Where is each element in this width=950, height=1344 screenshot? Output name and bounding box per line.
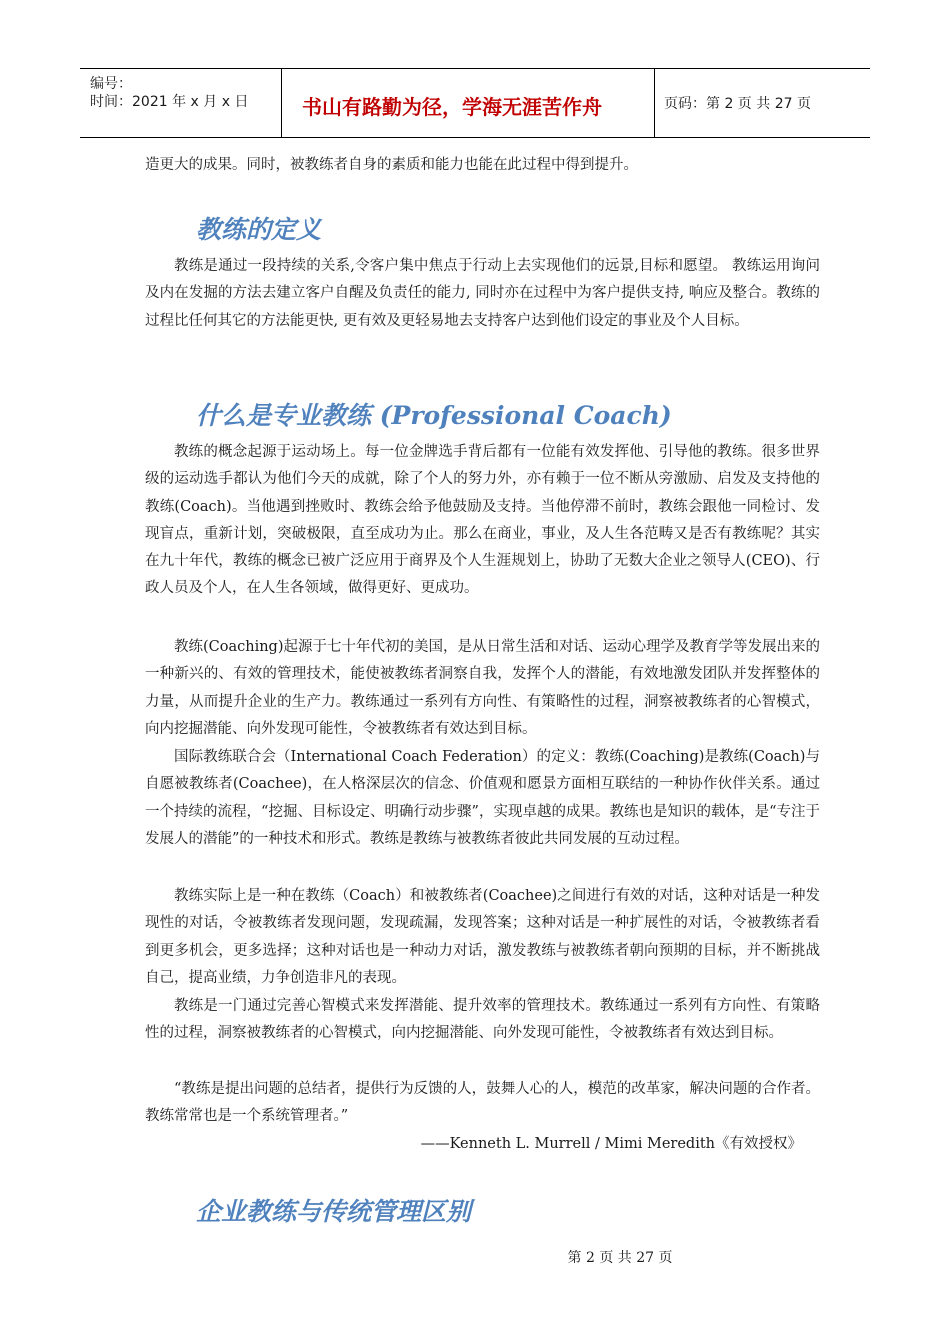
continued-paragraph: 造更大的成果。同时，被教练者自身的素质和能力也能在此过程中得到提升。	[145, 157, 638, 173]
page-info: 页码：第 2 页 共 27 页	[664, 96, 811, 112]
motto-text: 书山有路勤为径，学海无涯苦作舟	[302, 95, 602, 119]
footer-page-number: 第 2 页 共 27 页	[567, 1250, 673, 1266]
page-header	[80, 68, 870, 138]
quote-attribution: ——Kenneth L. Murrell / Mimi Meredith《有效授权》	[420, 1136, 802, 1152]
paragraph-origin: 教练的概念起源于运动场上。每一位金牌选手背后都有一位能有效发挥他、引导他的教练。很多世界级的运动选手都认为他们今天的成就，除了个人的努力外，亦有赖于一位不断从旁激励、启发及支持他的教练(Coach)。当他遇到挫败时、教练会给予他鼓励及支持。当他停滞不前时，教练会跟他一同检讨、发现盲点，重新计划，突破极限，直至成功为止。那么在商业，事业，及人生各范畴又是否有教练呢？其实在九十年代，教练的概念已被广泛应用于商界及个人生涯规划上，协助了无数大企业之领导人(CEO)、行政人员及个人，在人生各领域，做得更好、更成功。	[145, 444, 820, 597]
time-label: 时间：2021 年 x 月 x 日	[90, 94, 249, 110]
definition-paragraph: 教练是通过一段持续的关系,令客户集中焦点于行动上去实现他们的远景,目标和愿望。 教练运用询问及内在发掘的方法去建立客户自醒及负责任的能力, 同时亦在过程中为客户提供支持, 响应及整合。教练的过程比任何其它的方法能更快, 更有效及更轻易地去支持客户达到他们设定的事业及个人目标。	[145, 258, 820, 329]
paragraph-coaching-history: 教练(Coaching)起源于七十年代初的美国，是从日常生活和对话、运动心理学及教育学等发展出来的一种新兴的、有效的管理技术，能使被教练者洞察自我，发挥个人的潜能，有效地激发团队并发挥整体的力量，从而提升企业的生产力。教练通过一系列有方向性、有策略性的过程，洞察被教练者的心智模式，向内挖掘潜能、向外发现可能性，令被教练者有效达到目标。	[145, 639, 820, 737]
header-motto-cell	[282, 69, 655, 137]
paragraph-dialogue: 教练实际上是一种在教练（Coach）和被教练者(Coachee)之间进行有效的对话，这种对话是一种发现性的对话，令被教练者发现问题，发现疏漏，发现答案；这种对话是一种扩展性的对话，令被教练者看到更多机会，更多选择；这种对话也是一种动力对话，激发教练与被教练者朝向预期的目标，并不断挑战自己，提高业绩，力争创造非凡的表现。	[145, 888, 820, 986]
number-label: 编号：	[90, 76, 132, 92]
paragraph-management-technique: 教练是一门通过完善心智模式来发挥潜能、提升效率的管理技术。教练通过一系列有方向性、有策略性的过程，洞察被教练者的心智模式，向内挖掘潜能、向外发现可能性，令被教练者有效达到目标。	[145, 998, 820, 1042]
section-heading-definition: 教练的定义	[196, 215, 322, 244]
section-heading-enterprise-coaching: 企业教练与传统管理区别	[196, 1197, 472, 1226]
header-meta-cell	[80, 69, 282, 137]
paragraph-icf-definition: 国际教练联合会（International Coach Federation）的定义：教练(Coaching)是教练(Coach)与自愿被教练者(Coachee)，在人格深层次的信念、价值观和愿景方面相互联结的一种协作伙伴关系。通过一个持续的流程，“挖掘、目标设定、明确行动步骤”，实现卓越的成果。教练也是知识的载体，是“专注于发展人的潜能”的一种技术和形式。教练是教练与被教练者彼此共同发展的互动过程。	[145, 749, 820, 847]
section-heading-professional-coach: 什么是专业教练 (Professional Coach)	[196, 401, 672, 430]
quote-paragraph: “教练是提出问题的总结者，提供行为反馈的人，鼓舞人心的人，模范的改革家，解决问题的合作者。教练常常也是一个系统管理者。”	[145, 1081, 820, 1125]
